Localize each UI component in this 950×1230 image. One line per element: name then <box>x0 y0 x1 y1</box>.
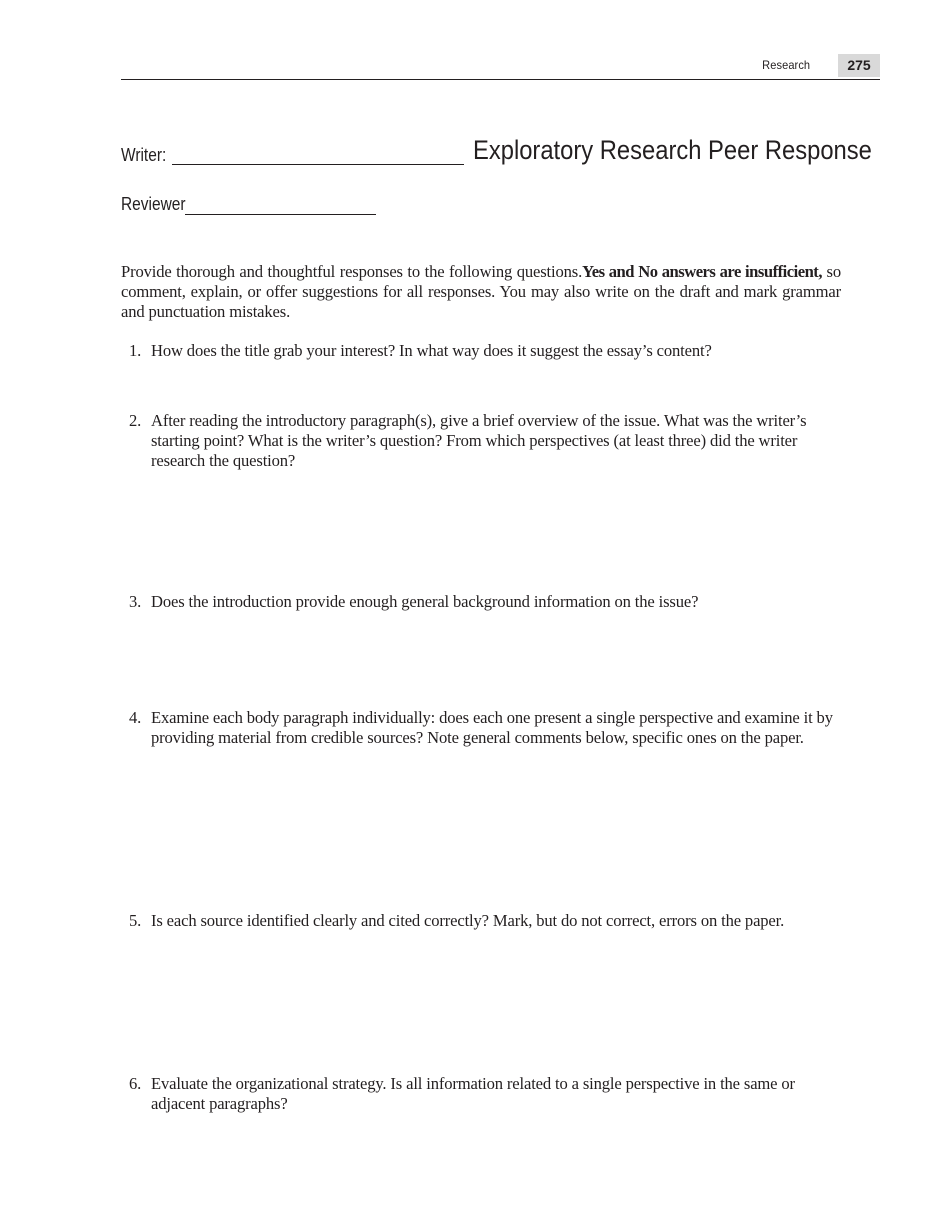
question-item <box>121 341 836 361</box>
question-number: 1. <box>129 341 142 360</box>
writer-row <box>121 135 872 169</box>
section-name: Research <box>762 58 810 72</box>
page-title: Exploratory Research Peer Response <box>473 135 872 165</box>
running-header <box>121 54 880 80</box>
reviewer-row <box>121 194 421 220</box>
question-number: 3. <box>129 592 142 611</box>
reviewer-blank-line[interactable] <box>185 214 376 215</box>
instructions-rest: so comment, explain, or offer suggestions for all responses. You may also write on the draft and mark grammar and punctuation mistakes. <box>121 262 841 322</box>
page-number: 275 <box>838 54 880 77</box>
question-item <box>121 708 836 748</box>
reviewer-label: Reviewer <box>121 194 186 214</box>
question-number: 4. <box>129 708 142 727</box>
instructions-lead: Provide thorough and thoughtful responses to the following questions. <box>121 262 583 281</box>
question-text: Is each source identified clearly and cited correctly? Mark, but do not correct, errors on the paper. <box>151 911 785 930</box>
question-item <box>121 911 836 931</box>
question-item <box>121 592 836 612</box>
question-text: How does the title grab your interest? In what way does it suggest the essay’s content? <box>151 341 712 360</box>
question-number: 6. <box>129 1074 142 1093</box>
question-text: Examine each body paragraph individually: does each one present a single perspective and examine it by providing material from credible sources? Note general comments below, specific ones on the paper. <box>151 708 833 748</box>
question-item <box>121 1074 836 1114</box>
question-number: 2. <box>129 411 142 430</box>
question-text: Evaluate the organizational strategy. Is all information related to a single perspective in the same or adjacent paragraphs? <box>151 1074 795 1114</box>
question-item <box>121 411 836 472</box>
instructions-emphasis: Yes and No answers are insufficient, <box>582 262 822 281</box>
question-text: Does the introduction provide enough general background information on the issue? <box>151 592 699 611</box>
writer-blank-line[interactable] <box>172 164 464 165</box>
question-number: 5. <box>129 911 142 930</box>
instructions-paragraph <box>121 262 841 323</box>
writer-label: Writer: <box>121 145 167 165</box>
question-text: After reading the introductory paragraph(s), give a brief overview of the issue. What was the writer’s starting point? What is the writer’s question? From which perspectives (at least three) did the writer research the question? <box>151 411 807 471</box>
